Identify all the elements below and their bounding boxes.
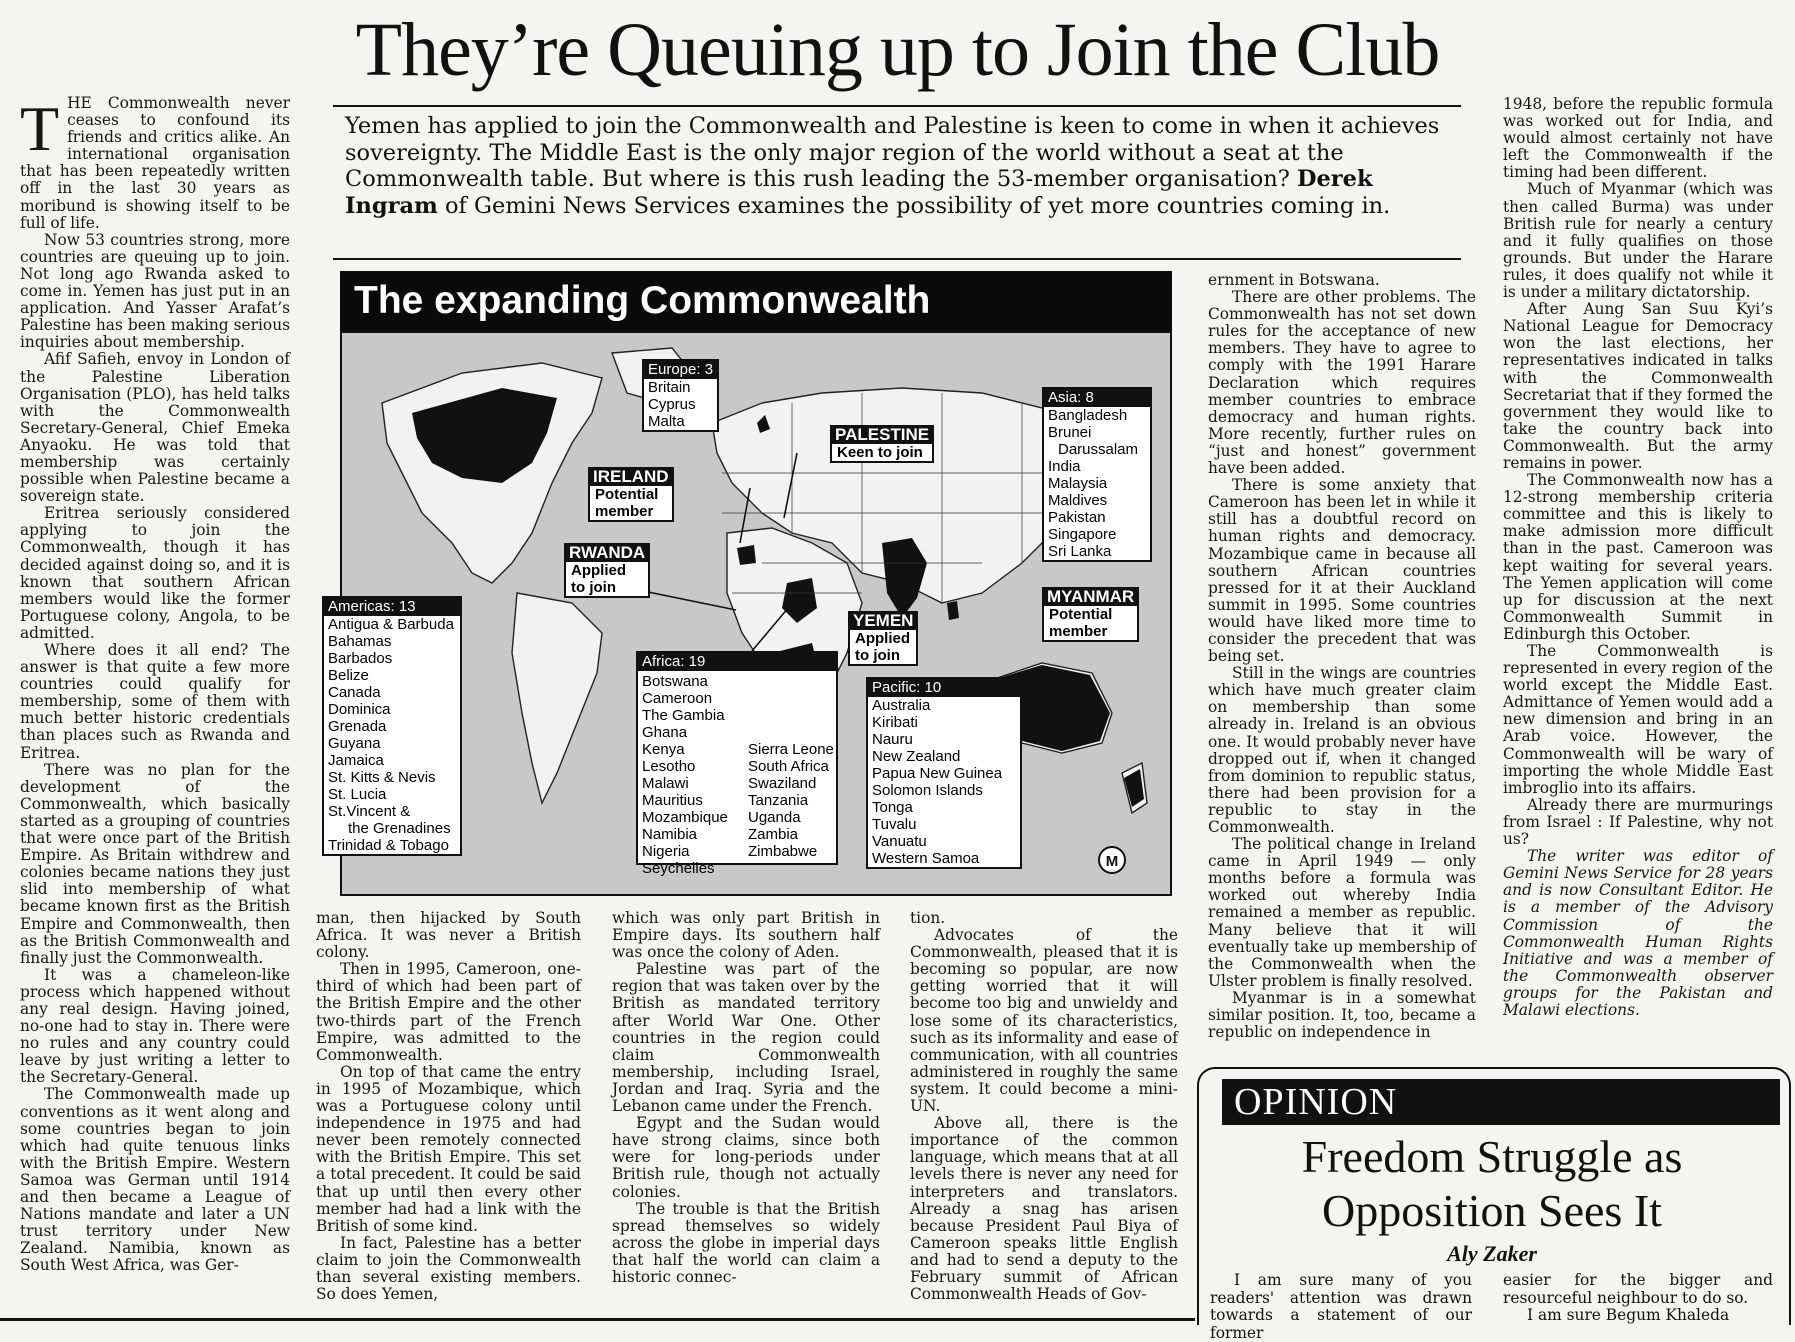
- paragraph: After Aung San Suu Kyi’s National League for Democracy won the last elections, her representatives indicated in talks with the Commonwealth Secretariat that if they formed the government they would like to take the country back into Commonwealth. But the army remains in power.: [1503, 300, 1773, 472]
- country-name: St. Lucia: [328, 786, 387, 803]
- map-logo: M: [1105, 853, 1119, 870]
- myanmar-callout: [1042, 587, 1139, 642]
- page-bottom-rule: [0, 1318, 1195, 1321]
- paragraph: In fact, Palestine has a better claim to join the Commonwealth than several existing members. So does Yemen,: [316, 1233, 581, 1304]
- country-name: Swaziland: [748, 775, 817, 792]
- callout-heading: MYANMAR: [1042, 587, 1139, 606]
- paragraph: I am sure many of you readers' attention was drawn towards a statement of our former: [1210, 1271, 1472, 1342]
- drop-cap: T: [20, 93, 60, 164]
- palestine-callout: [830, 425, 934, 463]
- country-name: Canada: [328, 684, 381, 701]
- country-name: Bangladesh: [1048, 407, 1128, 424]
- americas-label-heading: Americas: 13: [324, 598, 460, 616]
- country-name: Grenada: [328, 718, 387, 735]
- callout-body-line: Applied: [571, 562, 626, 579]
- country-name: Cameroon: [642, 690, 713, 707]
- country-name: Jamaica: [328, 752, 384, 769]
- callout-heading: RWANDA: [564, 543, 650, 562]
- paragraph: The Commonwealth now has a 12-strong membership criteria committee and this is likely to make admission more difficult than in the past. Cameroon was kept waiting for several years. The Yemen application will come up for discussion at the next Commonwealth Summit in Edinburgh this October.: [1503, 471, 1773, 643]
- country-name: Nauru: [872, 731, 913, 748]
- country-name: Sierra Leone: [748, 741, 834, 758]
- paragraph: easier for the bigger and resourceful neighbour to do so.: [1503, 1271, 1773, 1307]
- paragraph: Much of Myanmar (which was then called Burma) was under British rule for nearly a century and it fully qualifies on those grounds. But under the Harare rules, it does qualify not while it is under a military dictatorship.: [1503, 180, 1773, 302]
- standfirst-text: Yemen has applied to join the Commonwealth and Palestine is keen to come in when it achieves sovereignty. The Middle East is the only major region of the world without a seat at the Commonwealth table. But where is this rush leading the 53-member organisation?: [345, 113, 1440, 192]
- country-name: Kiribati: [872, 714, 918, 731]
- paragraph: The Commonwealth made up conventions as it went along and some countries began to join which had quite tenuous links with the British Empire. Western Samoa was German until 1914 and then became a League of Nations mandate and later a UN trust territory under New Zealand. Namibia, known as South West Africa, was Ger-: [20, 1085, 290, 1275]
- paragraph: There is some anxiety that Cameroon has been let in while it still has a doubtful record on human rights and democracy. Mozambique came in because all southern African countries pressed for it at their Auckland summit in 1995. Some countries would have liked more time to consider the precedent that was being set.: [1208, 476, 1476, 666]
- paragraph: Egypt and the Sudan would have strong claims, since both were for long-periods under British rule, though not actually colonies.: [612, 1114, 880, 1201]
- paragraph: The trouble is that the British spread themselves so widely across the globe in imperial days that half the world can claim a historic connec-: [612, 1199, 880, 1286]
- paragraph: man, then hijacked by South Africa. It was never a British colony.: [316, 909, 581, 962]
- author-bio: The writer was editor of Gemini News Service for 28 years and is now Consultant Editor. He is a member of the Advisory Commission of the Commonwealth Human Rights Initiative and was a member of the Commonwealth observer groups for the Pakistan and Malawi elections.: [1503, 847, 1773, 1019]
- country-name: Kenya: [642, 741, 685, 758]
- paragraph: Where does it all end? The answer is that quite a few more countries could qualify for membership, some of them with much better historic credentials than places such as Rwanda and Eritrea.: [20, 641, 290, 762]
- opinion-label: OPINION: [1222, 1079, 1780, 1125]
- article-column-5: [1208, 272, 1476, 1041]
- paragraph: I am sure Begum Khaleda: [1527, 1306, 1730, 1324]
- opinion-author: Aly Zaker: [1447, 1241, 1537, 1266]
- country-name: Britain: [648, 379, 691, 396]
- opinion-headline-line: Opposition Sees It: [1322, 1185, 1662, 1236]
- africa-label-heading: Africa: 19: [638, 653, 836, 671]
- country-name: Vanuatu: [872, 833, 927, 850]
- country-name: Tonga: [872, 799, 913, 816]
- standfirst-author: Derek Ingram: [345, 166, 1373, 219]
- country-name: Sri Lanka: [1048, 543, 1112, 560]
- paragraph: Myanmar is in a somewhat similar position. It, too, became a republic on independence in: [1208, 988, 1476, 1042]
- country-name: Dominica: [328, 701, 391, 718]
- country-name: Uganda: [748, 809, 801, 826]
- country-name: Nigeria: [642, 843, 690, 860]
- standfirst-text-2: of Gemini News Services examines the possibility of yet more countries coming in.: [445, 192, 1391, 219]
- article-column-3: [612, 910, 880, 1286]
- paragraph: There are other problems. The Commonwealth has not set down rules for the acceptance of new members. They have to agree to comply with the 1991 Harare Declaration which requires member countries to embrace democracy and human rights. More recently, further rules on “just and honest” government have been added.: [1208, 288, 1476, 478]
- paragraph: Eritrea seriously considered applying to join the Commonwealth, though it has decided against doing so, and it is known that southern African members would like the former Portuguese colony, Angola, to be admitted.: [20, 504, 290, 642]
- callout-body-line: to join: [855, 647, 900, 664]
- country-name: St.Vincent &: [328, 803, 411, 820]
- country-name: Barbados: [328, 650, 393, 667]
- country-name: Papua New Guinea: [872, 765, 1003, 782]
- callout-body: [588, 486, 674, 522]
- country-name: Ghana: [642, 724, 688, 741]
- opinion-column-right: [1503, 1272, 1773, 1325]
- paragraph: tion.: [910, 909, 946, 927]
- country-name: The Gambia: [642, 707, 725, 724]
- country-name: Namibia: [642, 826, 698, 843]
- headline: They’re Queuing up to Join the Club: [355, 8, 1440, 92]
- callout-heading: YEMEN: [848, 611, 918, 630]
- country-name: Trinidad & Tobago: [328, 837, 449, 854]
- callout-heading: PALESTINE: [830, 425, 934, 444]
- article-column-4: [910, 910, 1178, 1303]
- country-name: Australia: [872, 697, 931, 714]
- europe-label: [642, 359, 719, 432]
- country-name: Botswana: [642, 673, 708, 690]
- paragraph: 1948, before the republic formula was worked out for India, and would almost certainly not have left the Commonwealth if the timing had been different.: [1503, 95, 1773, 182]
- country-name: South Africa: [748, 758, 829, 775]
- paragraph: which was only part British in Empire days. Its southern half was once the colony of Aden.: [612, 909, 880, 962]
- africa-label: [636, 651, 838, 877]
- country-name: Belize: [328, 667, 369, 684]
- country-name: Darussalam: [1058, 441, 1139, 458]
- country-name: India: [1048, 458, 1081, 475]
- standfirst-top-rule: [333, 105, 1461, 107]
- yemen-callout: [848, 611, 918, 666]
- paragraph: Now 53 countries strong, more countries are queuing up to join. Not long ago Rwanda asked to come in. Yemen has just put in an application. And Yasser Arafat’s Palestine has been making serious inquiries about membership.: [20, 230, 290, 352]
- paragraph: The Commonwealth is represented in every region of the world except the Middle East. Admittance of Yemen would add a new dimension and bring in an Arab voice. However, the Commonwealth will be wary of importing the whole Middle East imbroglio into its affairs.: [1503, 642, 1773, 797]
- map-title: The expanding Commonwealth: [340, 271, 1172, 331]
- country-name: Mauritius: [642, 792, 703, 809]
- country-name: Solomon Islands: [872, 782, 983, 799]
- country-name: Lesotho: [642, 758, 696, 775]
- callout-body: [848, 630, 918, 666]
- callout-body-line: member: [595, 503, 654, 520]
- paragraph: Above all, there is the importance of the common language, which means that at all levels there is never any need for interpreters and translators. Already a snag has arisen because President Paul Biya of Cameroon speaks little English and had to send a deputy to the February summit of African Commonwealth Heads of Gov-: [910, 1114, 1178, 1304]
- country-name: New Zealand: [872, 748, 961, 765]
- country-name: the Grenadines: [348, 820, 451, 837]
- country-name: Maldives: [1048, 492, 1108, 509]
- pacific-label: [866, 677, 1022, 869]
- callout-body-line: Applied: [855, 630, 910, 647]
- article-column-1: [20, 95, 290, 1274]
- callout-body-line: to join: [571, 579, 616, 596]
- rwanda-callout: [564, 543, 650, 598]
- country-name: Pakistan: [1048, 509, 1106, 526]
- country-name: Western Samoa: [872, 850, 980, 867]
- country-name: Singapore: [1048, 526, 1117, 543]
- country-name: Mozambique: [642, 809, 728, 826]
- standfirst-bottom-rule: [333, 258, 1461, 260]
- callout-body: [564, 562, 650, 598]
- opinion-headline: [1197, 1130, 1787, 1238]
- opinion-headline-line: Freedom Struggle as: [1301, 1131, 1683, 1182]
- ireland-callout: [588, 467, 674, 522]
- paragraph: There was no plan for the development of the Commonwealth, which basically started as a grouping of countries that were once part of the British Empire. As Britain withdrew and colonies became nations they just slid into membership of what became known first as the British Empire and Commonwealth, then as the British Commonwealth and finally just the Commonwealth.: [20, 760, 290, 967]
- callout-body-line: member: [1049, 623, 1108, 640]
- callout-body: [1042, 606, 1139, 642]
- country-name: St. Kitts & Nevis: [328, 769, 436, 786]
- country-name: Antigua & Barbuda: [328, 616, 454, 633]
- paragraph: Already there are murmurings from Israel : If Palestine, why not us?: [1503, 795, 1773, 849]
- paragraph: The political change in Ireland came in April 1949 — only months before a formula was worked out whereby India remained a member as republic. Many believe that it will eventually take up membership of the Commonwealth when the Ulster problem is finally resolved.: [1208, 835, 1476, 990]
- article-lead: HE Commonwealth never ceases to confound its friends and critics alike. An international organisation that has been repeatedly written off in the last 30 years as moribund is showing itself to be full of life.: [20, 94, 290, 232]
- country-name: Malaysia: [1048, 475, 1108, 492]
- country-name: Brunei: [1048, 424, 1092, 441]
- callout-heading: IRELAND: [588, 467, 674, 486]
- country-name: Malawi: [642, 775, 689, 792]
- country-name: Zimbabwe: [748, 843, 818, 860]
- callout-body: Keen to join: [830, 444, 934, 463]
- paragraph: On top of that came the entry in 1995 of Mozambique, which was a Portuguese colony until independence in 1975 and had never been remotely connected with the British Empire. This set a total precedent. It could be said that up until then every other member had had a link with the British of some kind.: [316, 1062, 581, 1235]
- paragraph: Afif Safieh, envoy in London of the Palestine Liberation Organisation (PLO), has held talks with the Commonwealth Secretary-General, Chief Emeka Anyaoku. He was told that membership was certainly possible when Palestine became a sovereign state.: [20, 350, 290, 506]
- americas-label: [322, 596, 462, 856]
- paragraph: Palestine was part of the region that was taken over by the British as mandated territory after World War One. Other countries in the region could claim Commonwealth membership, including Israel, Jordan and Iraq. Syria and the Lebanon came under the French.: [612, 960, 880, 1116]
- callout-body-line: Potential: [1049, 606, 1113, 623]
- pacific-label-heading: Pacific: 10: [868, 679, 1020, 697]
- country-name: Seychelles: [642, 860, 715, 877]
- article-column-6: [1503, 96, 1773, 1019]
- standfirst: [345, 113, 1455, 219]
- world-map: [340, 331, 1172, 896]
- paragraph: It was a chameleon-like process which happened without any real design. Having joined, no-one had to stay in. There were no rules and any country could leave by just writing a letter to the Secretary-General.: [20, 965, 290, 1087]
- country-name: Guyana: [328, 735, 381, 752]
- europe-label-heading: Europe: 3: [644, 361, 717, 379]
- country-name: Zambia: [748, 826, 799, 843]
- country-name: Tuvalu: [872, 816, 917, 833]
- article-column-2: [316, 910, 581, 1303]
- asia-label: [1042, 387, 1152, 562]
- country-name: Cyprus: [648, 396, 696, 413]
- paragraph: ernment in Botswana.: [1208, 271, 1380, 289]
- callout-body-line: Potential: [595, 486, 659, 503]
- asia-label-heading: Asia: 8: [1044, 389, 1150, 407]
- paragraph: Still in the wings are countries which have much greater claim on membership than some already in. Ireland is an obvious one. It would probably never have dropped out if, when it changed from dominion to republic status, there had been provision for a republic to stay in the Commonwealth.: [1208, 664, 1476, 836]
- country-name: Bahamas: [328, 633, 392, 650]
- opinion-column-left: [1210, 1272, 1472, 1342]
- paragraph: Then in 1995, Cameroon, one-third of which had been part of the British Empire and the other two-thirds part of the French Empire, was admitted to the Commonwealth.: [316, 960, 581, 1064]
- country-name: Malta: [648, 413, 685, 430]
- country-name: Tanzania: [748, 792, 809, 809]
- paragraph: Advocates of the Commonwealth, pleased that it is becoming so popular, are now getting worried that it will become too big and unwieldy and lose some of its characteristics, such as its informality and ease of communication, with all countries administered in roughly the same system. It could become a mini-UN.: [910, 926, 1178, 1116]
